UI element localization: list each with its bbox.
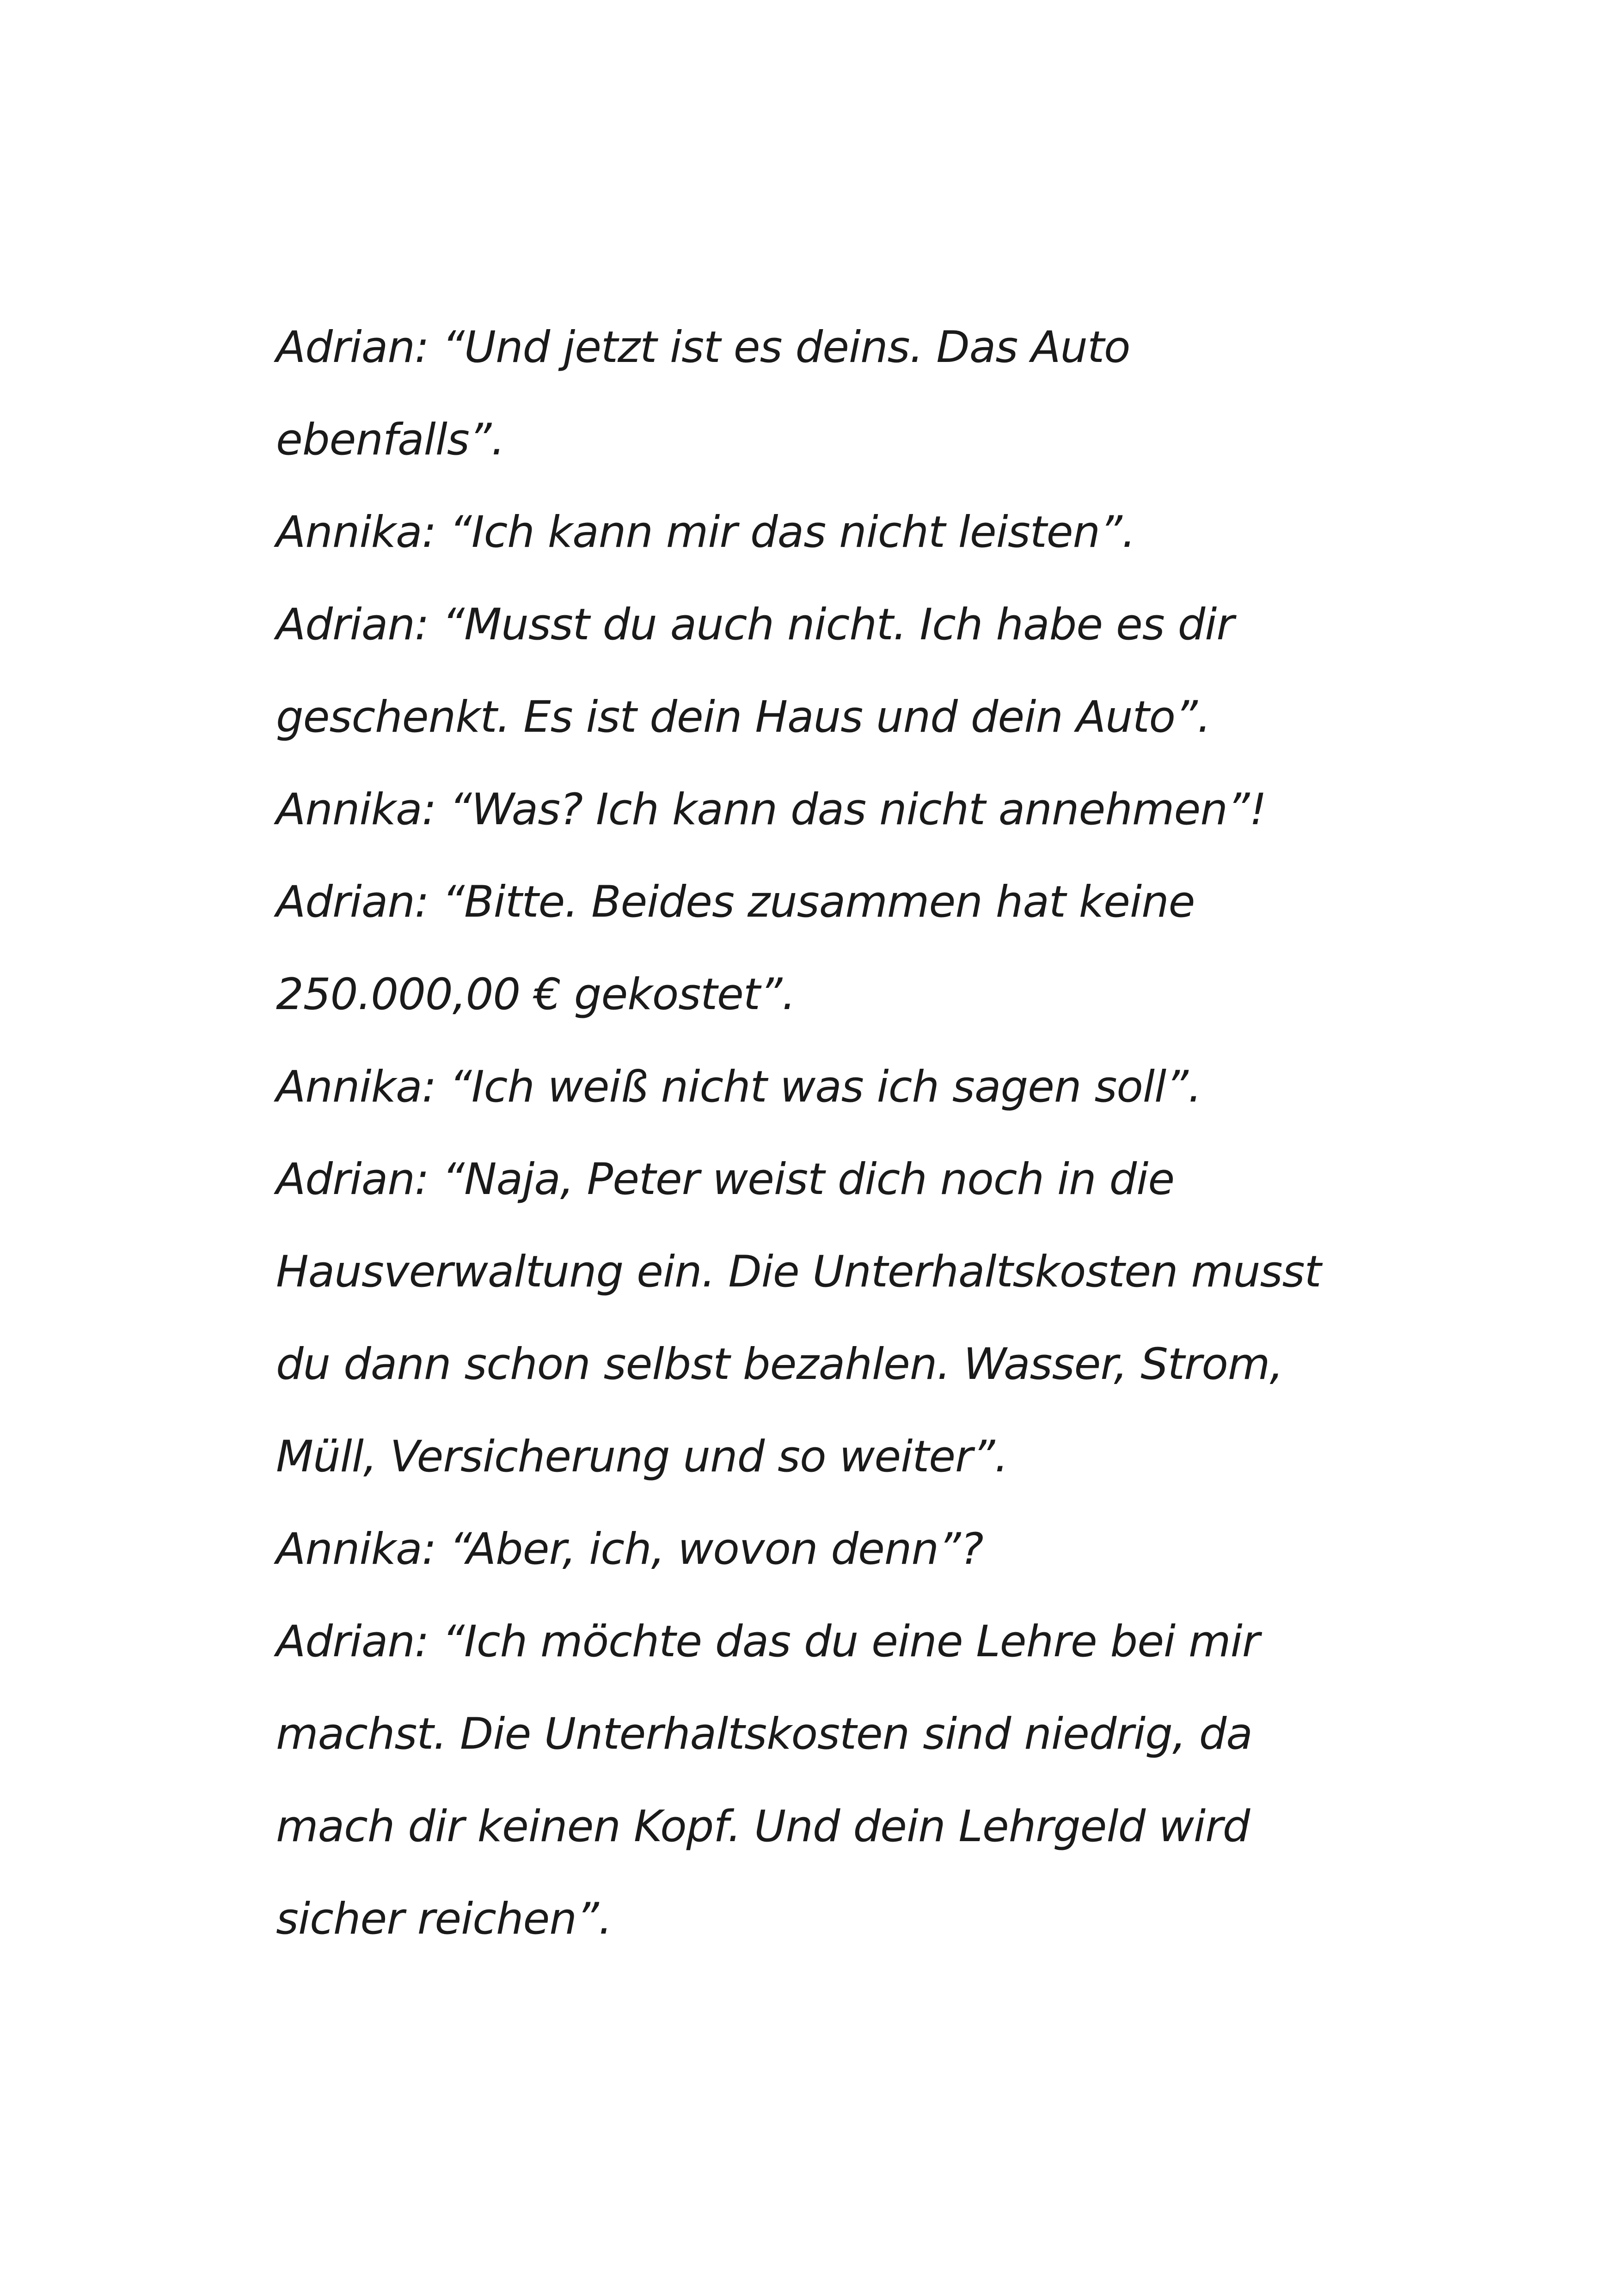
text-line: ebenfalls”. [276, 415, 505, 465]
text-line: sicher reichen”. [276, 1894, 612, 1944]
text-line: Müll, Versicherung und so weiter”. [276, 1432, 1008, 1482]
text-line: 250.000,00 € gekostet”. [276, 969, 796, 1020]
text-line: Annika: “Ich kann mir das nicht leisten”. [276, 507, 1135, 557]
text-line: Annika: “Ich weiß nicht was ich sagen soll”. [276, 1062, 1201, 1112]
text-line: Adrian: “Naja, Peter weist dich noch in die [276, 1154, 1175, 1205]
text-line: Hausverwaltung ein. Die Unterhaltskosten musst [276, 1247, 1321, 1297]
text-line: Adrian: “Musst du auch nicht. Ich habe es dir [276, 600, 1234, 650]
text-line: Annika: “Was? Ich kann das nicht annehmen”! [276, 784, 1267, 835]
text-line: Adrian: “Und jetzt ist es deins. Das Auto [276, 322, 1130, 373]
text-line: geschenkt. Es ist dein Haus und dein Auto”. [276, 692, 1211, 742]
text-line: du dann schon selbst bezahlen. Wasser, Strom, [276, 1339, 1283, 1390]
text-line: Adrian: “Bitte. Beides zusammen hat keine [276, 877, 1195, 927]
dialogue-text [276, 301, 1385, 1965]
text-line: mach dir keinen Kopf. Und dein Lehrgeld wird [276, 1801, 1250, 1852]
text-line: Annika: “Aber, ich, wovon denn”? [276, 1524, 983, 1574]
text-line: Adrian: “Ich möchte das du eine Lehre bei mir [276, 1616, 1260, 1667]
text-line: machst. Die Unterhaltskosten sind niedrig, da [276, 1709, 1252, 1759]
